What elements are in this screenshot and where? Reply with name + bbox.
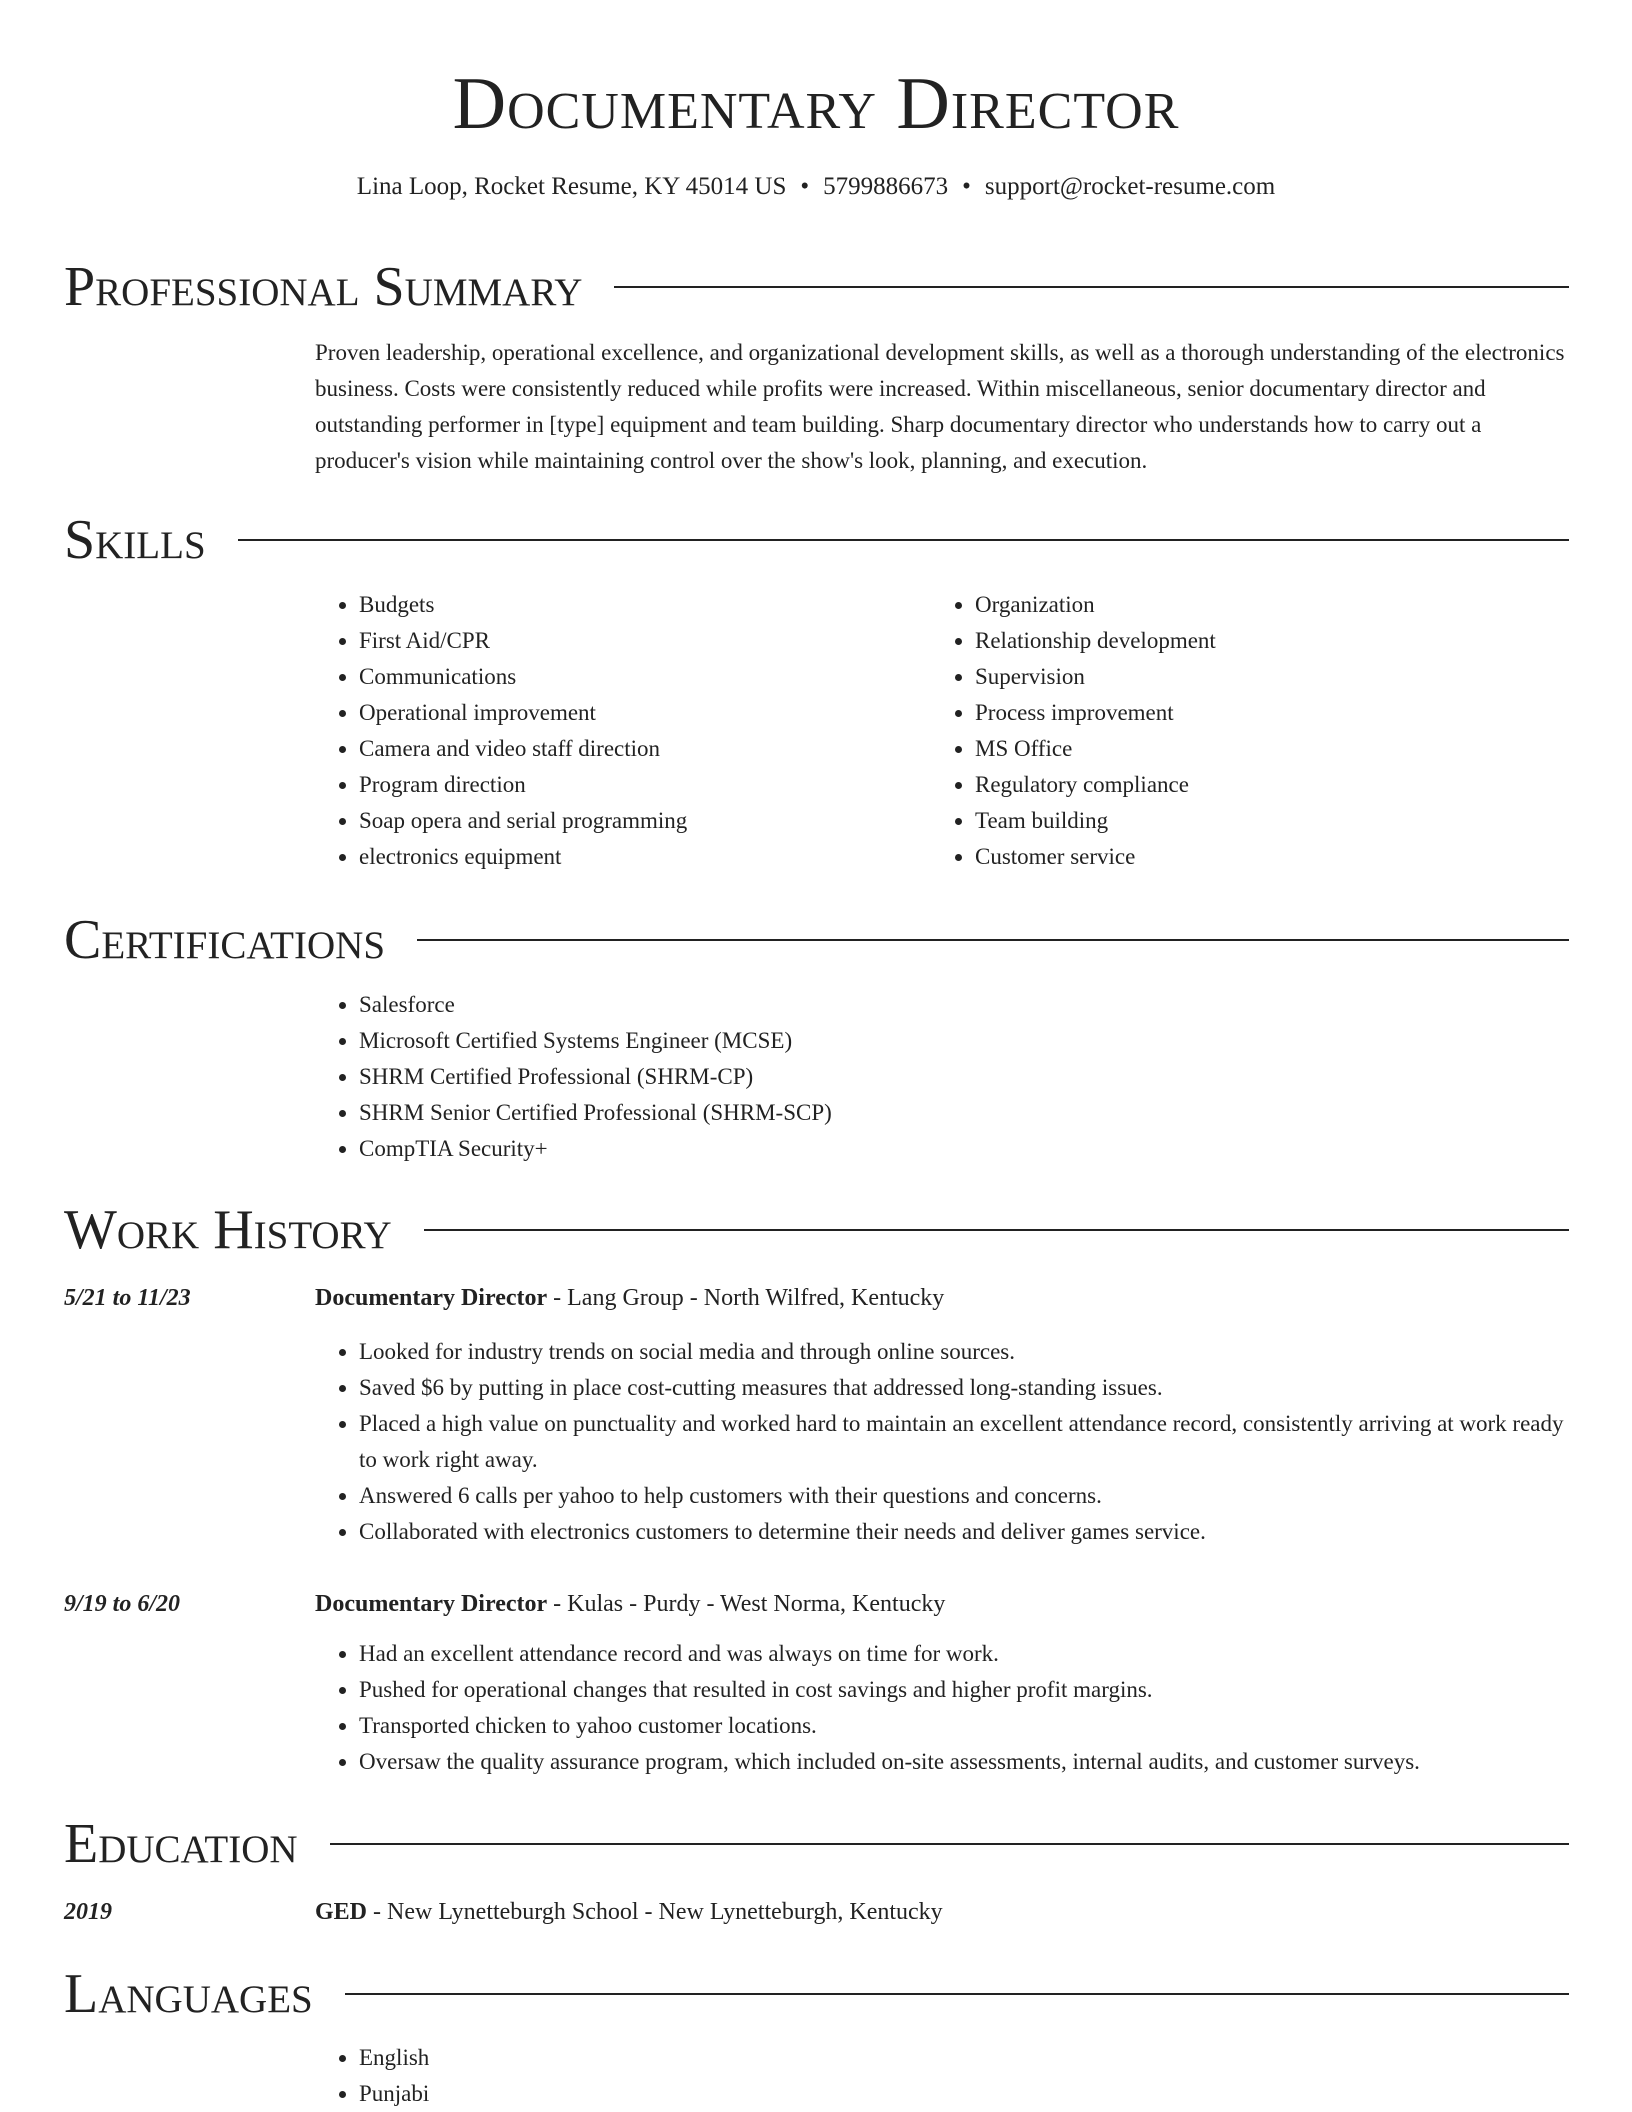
section-title: Languages xyxy=(64,1963,313,2025)
languages-body xyxy=(315,2040,1569,2112)
job-bullet: • Placed a high value on punctuality and worked hard to maintain an excellent attendance record, consistently arriving at work ready to work right away. xyxy=(359,1406,1569,1478)
work-history-section xyxy=(64,1198,1569,1780)
job-bullet: • Saved $6 by putting in place cost-cutting measures that addressed long-standing issues. xyxy=(359,1370,1569,1406)
section-title: Professional Summary xyxy=(64,256,583,318)
contact-phone: 5799886673 xyxy=(823,173,949,200)
contact-email: support@rocket-resume.com xyxy=(984,173,1276,200)
job-bullet: • Oversaw the quality assurance program, which included on-site assessments, internal audits, and customer surveys. xyxy=(359,1744,1569,1780)
section-header xyxy=(64,1812,1569,1876)
skill-item: • Budgets xyxy=(359,587,931,623)
job-bullet-list xyxy=(315,1636,1569,1780)
job-employer: - Lang Group - North Wilfred, Kentucky xyxy=(547,1285,945,1311)
section-header xyxy=(64,1198,1569,1262)
skill-item: • Team building xyxy=(975,803,1547,839)
certifications-body xyxy=(315,987,1569,1167)
job-bullets xyxy=(315,1334,1569,1550)
certification-item: • SHRM Certified Professional (SHRM-CP) xyxy=(359,1059,1569,1095)
section-title: Work History xyxy=(64,1199,392,1261)
skill-item: • Organization xyxy=(975,587,1547,623)
job-employer: - Kulas - Purdy - West Norma, Kentucky xyxy=(547,1591,946,1617)
section-divider xyxy=(238,539,1569,541)
section-divider xyxy=(330,1843,1569,1845)
certification-item: • SHRM Senior Certified Professional (SHRM-SCP) xyxy=(359,1095,1569,1131)
job-date: 9/19 to 6/20 xyxy=(64,1591,181,1617)
contact-address: Lina Loop, Rocket Resume, KY 45014 US xyxy=(356,173,787,200)
job-title xyxy=(315,1280,944,1316)
section-title: Skills xyxy=(64,509,206,571)
section-title: Certifications xyxy=(64,909,386,971)
languages-section xyxy=(64,1962,1569,2112)
skill-item: • Relationship development xyxy=(975,623,1547,659)
skill-item: • Soap opera and serial programming xyxy=(359,803,931,839)
job-role: Documentary Director xyxy=(315,1285,548,1311)
section-title: Education xyxy=(64,1813,298,1875)
contact-line xyxy=(0,170,1632,204)
job-bullet: • Transported chicken to yahoo customer locations. xyxy=(359,1708,1569,1744)
resume-name: Documentary Director xyxy=(452,63,1180,145)
section-header xyxy=(64,508,1569,572)
section-header xyxy=(64,908,1569,972)
education-entry xyxy=(64,1894,1569,1930)
skills-column-right xyxy=(931,587,1547,875)
job-entry xyxy=(64,1586,1569,1780)
skill-item: • First Aid/CPR xyxy=(359,623,931,659)
language-item: • English xyxy=(359,2040,1569,2076)
language-item: • Punjabi xyxy=(359,2076,1569,2112)
certifications-list xyxy=(315,987,1569,1167)
job-date: 5/21 to 11/23 xyxy=(64,1285,191,1311)
skill-item: • MS Office xyxy=(975,731,1547,767)
skill-item: • Communications xyxy=(359,659,931,695)
job-bullets xyxy=(315,1636,1569,1780)
skill-item: • Customer service xyxy=(975,839,1547,875)
contact-separator: • xyxy=(800,173,810,200)
skill-item: • Camera and video staff direction xyxy=(359,731,931,767)
job-bullet: • Had an excellent attendance record and was always on time for work. xyxy=(359,1636,1569,1672)
job-header xyxy=(64,1586,1569,1622)
job-bullet: • Looked for industry trends on social media and through online sources. xyxy=(359,1334,1569,1370)
job-bullet: • Answered 6 calls per yahoo to help customers with their questions and concerns. xyxy=(359,1478,1569,1514)
education-date: 2019 xyxy=(64,1899,112,1925)
job-bullet-list xyxy=(315,1334,1569,1550)
section-header xyxy=(64,255,1569,319)
skill-item: • Operational improvement xyxy=(359,695,931,731)
skills-columns xyxy=(315,587,1569,875)
section-divider xyxy=(345,1993,1569,1995)
certifications-section xyxy=(64,908,1569,1167)
skill-item: • Regulatory compliance xyxy=(975,767,1547,803)
skills-list-right xyxy=(931,587,1547,875)
section-divider xyxy=(614,286,1569,288)
job-title xyxy=(315,1586,945,1622)
contact-separator: • xyxy=(962,173,971,200)
job-bullet: • Pushed for operational changes that resulted in cost savings and higher profit margins. xyxy=(359,1672,1569,1708)
skill-item: • electronics equipment xyxy=(359,839,931,875)
certification-item: • Microsoft Certified Systems Engineer (MCSE) xyxy=(359,1023,1569,1059)
section-divider xyxy=(417,939,1569,941)
languages-list xyxy=(315,2040,1569,2112)
skill-item: • Program direction xyxy=(359,767,931,803)
skills-section xyxy=(64,508,1569,875)
job-entry xyxy=(64,1280,1569,1550)
section-divider xyxy=(424,1229,1569,1231)
education-school: - New Lynetteburgh School - New Lynetteburgh, Kentucky xyxy=(367,1899,943,1925)
skills-column-left xyxy=(315,587,931,875)
section-header xyxy=(64,1962,1569,2026)
education-degree: GED xyxy=(315,1899,368,1925)
certification-item: • CompTIA Security+ xyxy=(359,1131,1569,1167)
job-role: Documentary Director xyxy=(315,1591,548,1617)
certification-item: • Salesforce xyxy=(359,987,1569,1023)
skill-item: • Supervision xyxy=(975,659,1547,695)
job-header xyxy=(64,1280,1569,1316)
job-bullet: • Collaborated with electronics customers to determine their needs and deliver games service. xyxy=(359,1514,1569,1550)
education-section xyxy=(64,1812,1569,1930)
skills-list-left xyxy=(315,587,931,875)
summary-section xyxy=(64,255,1569,479)
education-title xyxy=(315,1894,943,1930)
skill-item: • Process improvement xyxy=(975,695,1547,731)
summary-text: Proven leadership, operational excellence, and organizational development skills, as well as a thorough understanding of the electronics business. Costs were consistently reduced while profits were increased. Within miscellaneous, senior documentary director and outstanding performer in [type] equipment and team building. Sharp documentary director who understands how to carry out a producer's vision while maintaining control over the show's look, planning, and execution. xyxy=(315,340,1565,473)
